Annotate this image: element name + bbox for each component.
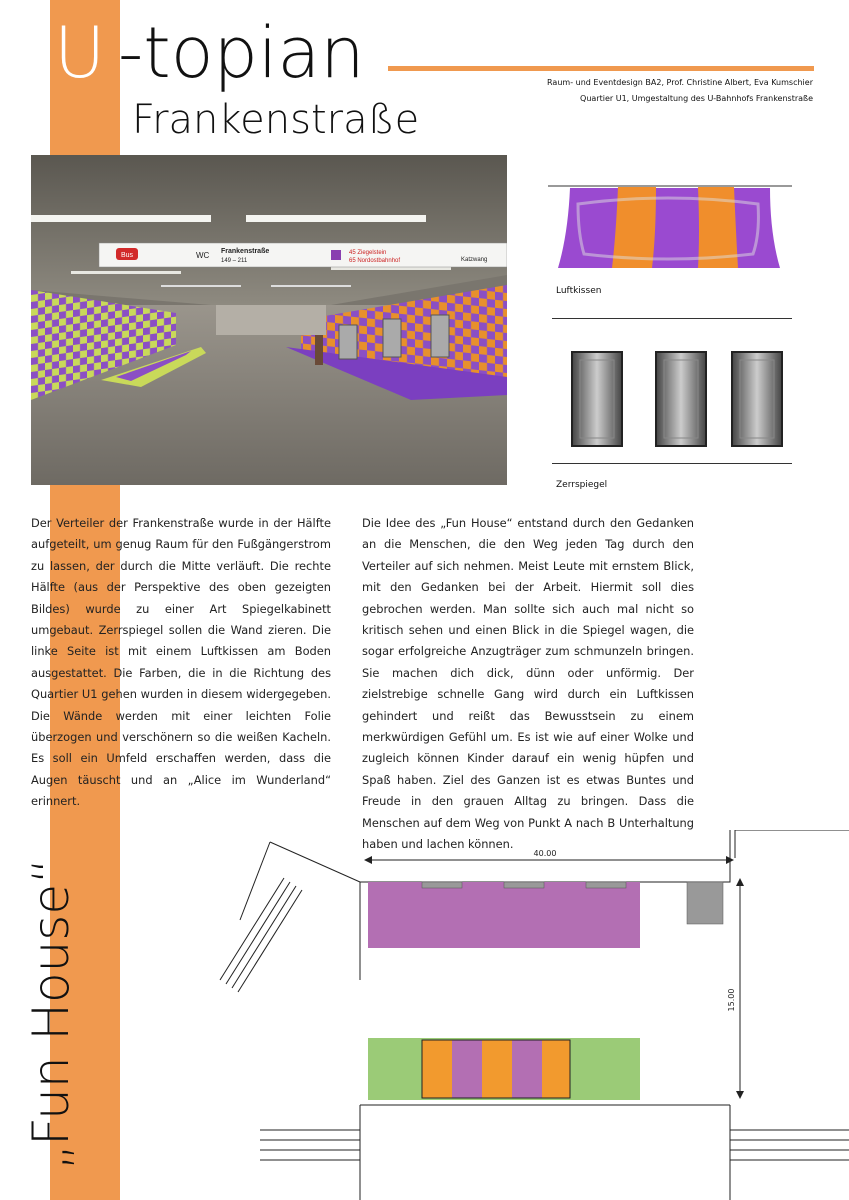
plan-mirror-wall-zone: [368, 882, 640, 948]
right-paragraph: Die Idee des „Fun House“ entstand durch den Gedanken an die Menschen, die den Weg jeden Tag durch den Verteiler auf sich nehmen. Meist Leute mit ernstem Blick, mit den Gedanken bei der Arbeit. Hiermit soll dies gebrochen werden. Man sollte sich auch mal nicht so kritisch sehen und einen Blick in die Spiegel wagen, die sogar erfolgreiche Anzugträger zum schmunzeln bringen. Sie machen dich dick, dünn oder unförmig. Der zielstrebige schnelle Gang wird durch ein Luftkissen gehindert und reißt das Bewusstsein zu einem merkwürdigen Gefühl um. Es ist wie auf einer Wolke und zugleich können Kinder darauf ein wenig hüpfen und Spaß haben. Ziel des Ganzen ist es etwas Buntes und Freude in den grauen Alltag zu bringen. Dass die Menschen auf dem Weg von Punkt A nach B Unterhaltung haben und lachen können.: [362, 516, 694, 852]
sign-dest2-text: 65 Nordostbahnhof: [349, 258, 401, 264]
sign-station-text: Frankenstraße: [221, 248, 270, 255]
plan-luftkissen-zone: [422, 1040, 570, 1098]
zerrspiegel-illustration: [560, 346, 790, 450]
text-column-left: [31, 513, 331, 813]
text-column-right: [362, 513, 694, 856]
luftkissen-label: Luftkissen: [556, 286, 602, 296]
plan-grey-block: [687, 882, 723, 924]
page-subtitle: Frankenstraße: [132, 97, 420, 143]
dimension-height: 15.00: [727, 988, 736, 1012]
station-sign: [99, 243, 507, 267]
divider-2: [552, 463, 792, 464]
title-rest: -topian: [118, 12, 365, 94]
luftkissen-illustration: [548, 174, 792, 274]
credit-line-1: Raum- und Eventdesign BA2, Prof. Christine Albert, Eva Kumschier: [547, 78, 813, 87]
credit-line-2: Quartier U1, Umgestaltung des U-Bahnhofs Frankenstraße: [580, 94, 813, 103]
station-photo: [31, 155, 507, 485]
title-letter-u: U: [54, 12, 106, 94]
dimension-width: 40.00: [533, 849, 557, 858]
zerrspiegel-label: Zerrspiegel: [556, 480, 608, 490]
sign-numbers-text: 149 – 211: [221, 258, 248, 264]
sign-wc-text: WC: [196, 251, 210, 260]
sign-katzw-text: Katzwang: [461, 257, 488, 263]
vertical-title: „Fun House“: [22, 857, 80, 1170]
sign-bus-text: Bus: [120, 252, 134, 259]
divider-1: [552, 318, 792, 319]
title-rule: [388, 66, 814, 71]
floor-plan: [200, 830, 849, 1200]
left-paragraph: Der Verteiler der Frankenstraße wurde in der Hälfte aufgeteilt, um genug Raum für den Fußgängerstrom zu lassen, der durch die Mitte verläuft. Die rechte Hälfte (aus der Perspektive des oben gezeigten Bildes) wurde zu einer Art Spiegelkabinett umgebaut. Zerrspiegel sollen die Wand zieren. Die linke Seite ist mit einem Luftkissen am Boden ausgestattet. Die Farben, die in die Richtung des Quartier U1 gehen wurden in diesem widergegeben. Die Wände werden mit einer leichten Folie überzogen und verschönern so die weißen Kacheln. Es soll ein Umfeld erschaffen werden, dass die Augen täuscht und an „Alice im Wunderland“ erinnert.: [31, 516, 331, 809]
sign-dest1-text: 45 Ziegelstein: [349, 250, 387, 256]
